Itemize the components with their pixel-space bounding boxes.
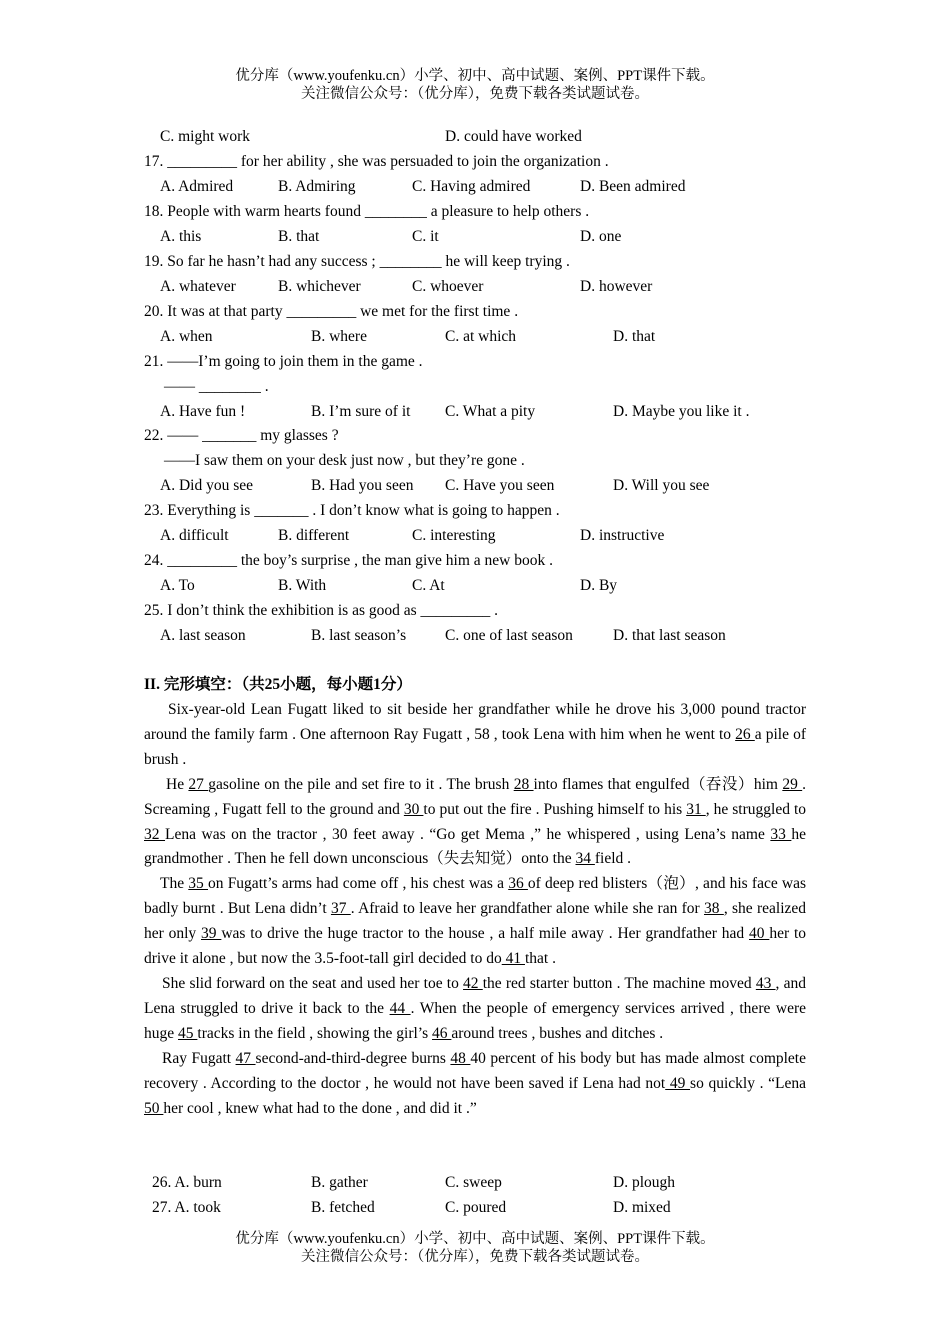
option-a: A. this (160, 228, 202, 245)
option-c: C. it (412, 228, 439, 245)
blank-27: 27 (188, 775, 209, 793)
blank-31: 31 (686, 800, 706, 818)
option-d: D. mixed (613, 1199, 671, 1216)
blank-37: 37 (330, 900, 351, 918)
section-title: II. 完形填空：（共25小题，每小题1分） (144, 676, 412, 693)
option-a: 27. A. took (152, 1199, 221, 1216)
blank-48: 48 (450, 1049, 471, 1067)
option-c: C. Have you seen (445, 477, 555, 494)
blank-38: 38 (704, 900, 724, 918)
text: of deep red blisters（泡）, and his face was badly burnt . But Lena didn’t (144, 875, 807, 918)
question-24-options (160, 575, 860, 597)
option-a: A. Have fun ! (160, 403, 246, 420)
question-23-options (160, 525, 860, 547)
text: her to drive it alone , but now the 3.5-foot-tall girl decided to do (144, 925, 807, 968)
blank-26: 26 (735, 725, 755, 743)
option-a: A. To (160, 577, 195, 594)
option-d: D. however (580, 278, 653, 295)
question-20-stem: 20. It was at that party _________ we met for the first time . (144, 303, 519, 320)
text: to put out the fire . Pushing himself to his (423, 800, 687, 818)
text: tracks in the field , showing the girl’s (197, 1024, 433, 1042)
header-line-1: 优分库（www.youfenku.cn）小学、初中、高中试题、案例、PPT课件下载。 (235, 68, 715, 84)
blank-32: 32 (144, 825, 166, 843)
question-22-stem: 22. —— _______ my glasses ? (144, 427, 339, 444)
question-24-stem: 24. _________ the boy’s surprise , the man give him a new book . (144, 552, 553, 569)
question-23-stem: 23. Everything is _______ . I don’t know what is going to happen . (144, 502, 560, 519)
text: that . (524, 950, 556, 968)
paragraph-3 (144, 872, 806, 972)
question-25-stem: 25. I don’t think the exhibition is as good as _________ . (144, 602, 499, 619)
option-d: D. Been admired (580, 178, 686, 195)
paragraph-1 (144, 698, 806, 773)
question-21-options (160, 401, 860, 423)
text: . Afraid to leave her grandfather alone while she ran for (350, 900, 705, 918)
blank-45: 45 (178, 1024, 198, 1042)
text: 40 percent of his body but has made almost complete recovery . According to the doctor , he would not have been saved if Lena had not (144, 1049, 806, 1092)
page-header (0, 67, 950, 103)
option-b: B. I’m sure of it (311, 403, 411, 420)
blank-30: 30 (403, 800, 424, 818)
text: into flames that engulfed（吞没）him (533, 775, 783, 793)
blank-43: 43 (755, 974, 776, 992)
option-b: B. fetched (311, 1199, 375, 1216)
question-18-options (160, 226, 860, 248)
blank-40: 40 (749, 925, 770, 943)
option-d: D. that last season (613, 627, 726, 644)
option-a: A. whatever (160, 278, 236, 295)
question-19-options (160, 276, 860, 298)
option-b: B. last season’s (311, 627, 407, 644)
option-a: 26. A. burn (152, 1174, 222, 1191)
question-20-options (160, 326, 860, 348)
option-c: C. What a pity (445, 403, 536, 420)
question-17-options (160, 176, 860, 198)
text: field . (594, 850, 632, 868)
blank-29: 29 (782, 775, 803, 793)
text: on Fugatt’s arms had come off , his chest was a (208, 875, 509, 893)
option-d: D. By (580, 577, 618, 594)
option-a: A. Did you see (160, 477, 253, 494)
paragraph-2 (144, 773, 806, 873)
option-c: C. sweep (445, 1174, 502, 1191)
text: Six-year-old Lean Fugatt liked to sit beside her grandfather while he drove his 3,000 pound tractor around the family farm . One afternoon Ray Fugatt , 58 , took Lena with him when he went to (144, 701, 806, 743)
option-a: A. when (160, 328, 213, 345)
header-line-2: 关注微信公众号：（优分库），免费下载各类试题试卷。 (301, 86, 649, 102)
text: The (160, 875, 189, 893)
option-b: B. gather (311, 1174, 368, 1191)
option-d: D. could have worked (445, 128, 582, 145)
q16-options (160, 126, 860, 148)
option-a: A. difficult (160, 527, 229, 544)
option-d: D. one (580, 228, 622, 245)
text: Lena was on the tractor , 30 feet away . “Go get Mema ,” he whispered , using Lena’s name (165, 825, 771, 843)
page-footer (0, 1230, 950, 1266)
option-d: D. Will you see (613, 477, 710, 494)
text: , he struggled to (705, 800, 807, 818)
option-b: B. Had you seen (311, 477, 414, 494)
text: the red starter button . The machine moved (482, 974, 756, 992)
blank-35: 35 (188, 875, 208, 893)
question-21-stem: 21. ——I’m going to join them in the game . (144, 353, 423, 370)
option-b: B. that (278, 228, 320, 245)
question-27-options (152, 1197, 852, 1219)
question-25-options (160, 625, 860, 647)
option-c: C. At (412, 577, 445, 594)
text: , she realized her only (144, 900, 807, 943)
option-d: D. instructive (580, 527, 665, 544)
option-b: B. whichever (278, 278, 361, 295)
text: He (166, 775, 189, 793)
blank-49: 49 (665, 1074, 691, 1092)
text: . Screaming , Fugatt fell to the ground and (144, 775, 807, 818)
question-22-options (160, 475, 860, 497)
blank-41: 41 (501, 950, 525, 968)
text: he grandmother . Then he fell down unconscious（失去知觉）onto the (144, 825, 807, 868)
option-b: B. different (278, 527, 350, 544)
blank-33: 33 (770, 825, 792, 843)
option-c: C. one of last season (445, 627, 573, 644)
text: so quickly . “Lena (690, 1074, 806, 1092)
blank-50: 50 (144, 1099, 164, 1117)
option-b: B. where (311, 328, 367, 345)
question-21-response: —— ________ . (164, 378, 269, 395)
text: . When the people of emergency services arrived , there were huge (144, 999, 806, 1042)
footer-line-1: 优分库（www.youfenku.cn）小学、初中、高中试题、案例、PPT课件下载。 (235, 1231, 715, 1247)
blank-39: 39 (201, 925, 222, 943)
text: second-and-third-degree burns (255, 1049, 451, 1067)
blank-34: 34 (575, 850, 595, 868)
text: gasoline on the pile and set fire to it . The brush (208, 775, 514, 793)
footer-line-2: 关注微信公众号：（优分库），免费下载各类试题试卷。 (301, 1249, 649, 1265)
option-d: D. plough (613, 1174, 675, 1191)
blank-28: 28 (513, 775, 534, 793)
question-18-stem: 18. People with warm hearts found ________ a pleasure to help others . (144, 203, 590, 220)
option-d: D. that (613, 328, 656, 345)
text: her cool , knew what had to the done , and did it .” (163, 1099, 477, 1117)
text: She slid forward on the seat and used her toe to (162, 974, 464, 992)
blank-36: 36 (508, 875, 528, 893)
blank-47: 47 (235, 1049, 256, 1067)
option-a: A. last season (160, 627, 246, 644)
cloze-passage (144, 698, 806, 1121)
blank-44: 44 (389, 999, 411, 1017)
option-d: D. Maybe you like it . (613, 403, 750, 420)
blank-42: 42 (463, 974, 483, 992)
text: , and Lena struggled to drive it back to the (144, 974, 806, 1017)
text: Ray Fugatt (162, 1049, 236, 1067)
question-19-stem: 19. So far he hasn’t had any success ; ________ he will keep trying . (144, 253, 570, 270)
option-c: C. interesting (412, 527, 496, 544)
question-22-response: ——I saw them on your desk just now , but they’re gone . (164, 452, 525, 469)
option-c: C. Having admired (412, 178, 531, 195)
text: a pile of brush . (144, 725, 806, 768)
text: was to drive the huge tractor to the house , a half mile away . Her grandfather had (221, 925, 749, 943)
option-b: B. With (278, 577, 327, 594)
paragraph-5 (144, 1047, 806, 1122)
question-26-options (152, 1172, 852, 1194)
blank-46: 46 (432, 1024, 452, 1042)
option-c: C. at which (445, 328, 517, 345)
text: around trees , bushes and ditches . (451, 1024, 664, 1042)
option-c: C. poured (445, 1199, 507, 1216)
question-17-stem: 17. _________ for her ability , she was persuaded to join the organization . (144, 153, 609, 170)
option-c: C. whoever (412, 278, 484, 295)
option-c: C. might work (160, 128, 250, 145)
paragraph-4 (144, 972, 806, 1047)
option-a: A. Admired (160, 178, 234, 195)
option-b: B. Admiring (278, 178, 356, 195)
